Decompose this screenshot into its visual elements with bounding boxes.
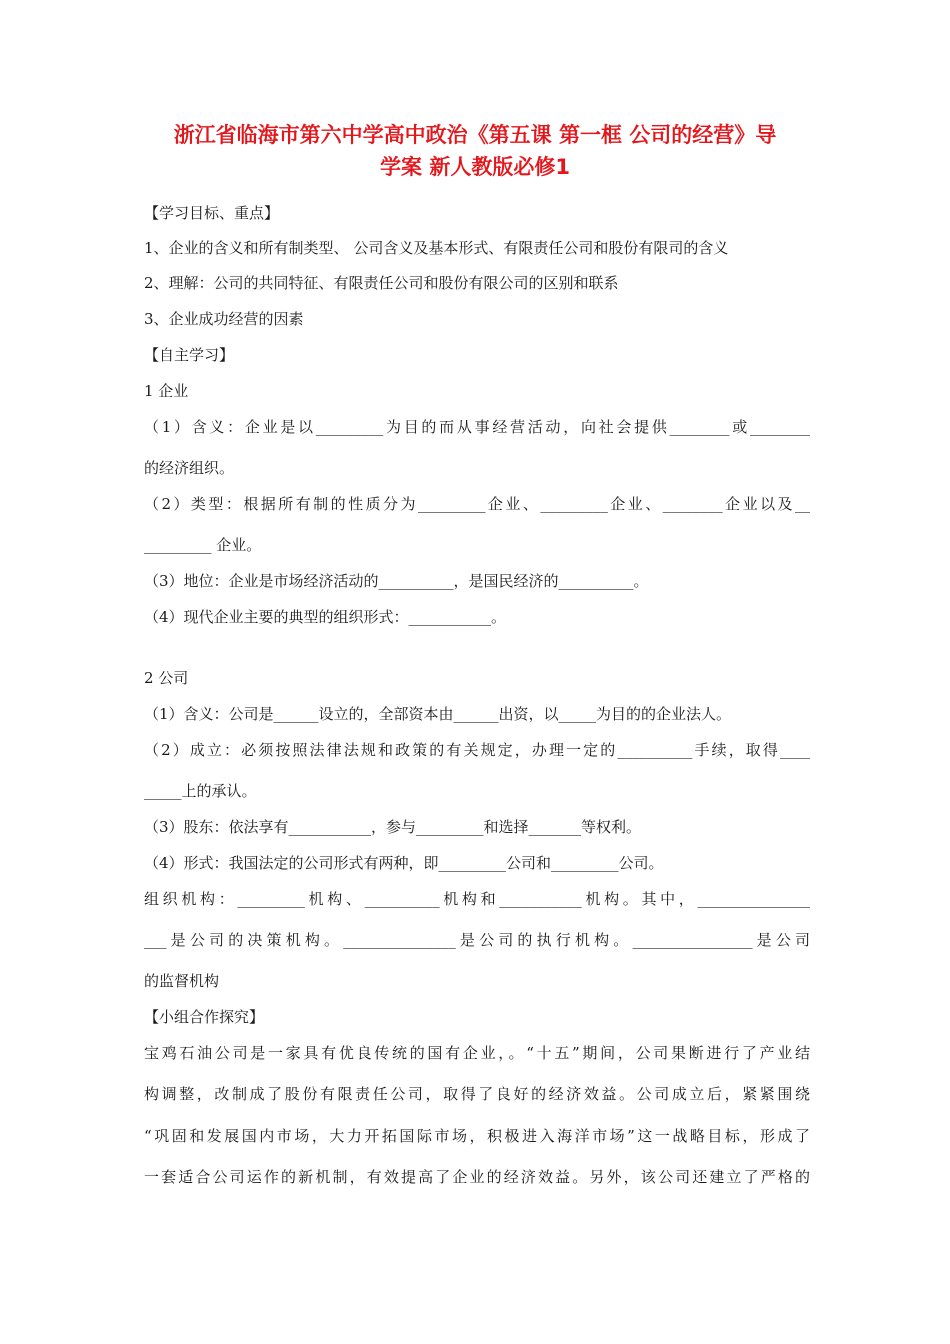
group-inquiry-header: 【小组合作探究】	[144, 1008, 265, 1026]
document-title-line-2: 学案 新人教版必修1	[380, 155, 570, 179]
goal-item-2: 2、理解：公司的共同特征、有限责任公司和股份有限公司的区别和联系	[144, 274, 619, 292]
goals-header: 【学习目标、重点】	[144, 204, 280, 222]
case-paragraph-line-4: 一套适合公司运作的新机制，有效提高了企业的经济效益。另外，该公司还建立了严格的	[144, 1168, 810, 1186]
goal-item-1: 1、企业的含义和所有制类型、 公司含义及基本形式、有限责任公司和股份有限司的含义	[144, 239, 729, 257]
case-paragraph-line-1: 宝鸡石油公司是一家具有优良传统的国有企业，。“十五”期间，公司果断进行了产业结	[144, 1044, 810, 1062]
enterprise-definition-line-2: 的经济组织。	[144, 459, 235, 477]
goal-item-3: 3、企业成功经营的因素	[144, 310, 304, 328]
company-forms: （4）形式：我国法定的公司形式有两种，即_________公司和_________公司。	[144, 854, 664, 872]
company-establishment-line-2: _____上的承认。	[144, 782, 257, 800]
enterprise-definition-line-1: （1）含义：企业是以_________为目的而从事经营活动，向社会提供________或________	[144, 418, 810, 436]
case-paragraph-line-3: “巩固和发展国内市场，大力开拓国际市场，积极进入海洋市场”这一战略目标，形成了	[144, 1127, 810, 1145]
company-shareholders: （3）股东：依法享有___________，参与_________和选择_______等权利。	[144, 818, 642, 836]
document-title-line-1: 浙江省临海市第六中学高中政治《第五课 第一框 公司的经营》导	[173, 123, 777, 147]
enterprise-forms: （4）现代企业主要的典型的组织形式：___________。	[144, 608, 507, 626]
org-structure-line-1: 组织机构：_________机构、__________机构和___________机构。其中，_______________	[144, 890, 810, 908]
self-study-header: 【自主学习】	[144, 346, 235, 364]
org-structure-line-2: ___是公司的决策机构。_______________是公司的执行机构。________________是公司	[144, 931, 810, 949]
enterprise-types-line-1: （2）类型：根据所有制的性质分为_________企业、_________企业、________企业以及__	[144, 495, 810, 513]
section-company-header: 2 公司	[144, 669, 189, 687]
company-establishment-line-1: （2）成立：必须按照法律法规和政策的有关规定，办理一定的__________手续，取得____	[144, 741, 810, 759]
enterprise-types-line-2: _________ 企业。	[144, 536, 262, 554]
enterprise-status: （3）地位：企业是市场经济活动的__________，是国民经济的__________。	[144, 572, 649, 590]
org-structure-line-3: 的监督机构	[144, 972, 220, 990]
company-definition: （1）含义：公司是______设立的，全部资本由______出资，以_____为目的的企业法人。	[144, 705, 732, 723]
case-paragraph-line-2: 构调整，改制成了股份有限责任公司，取得了良好的经济效益。公司成立后，紧紧围绕	[144, 1085, 810, 1103]
section-enterprise-header: 1 企业	[144, 382, 189, 400]
